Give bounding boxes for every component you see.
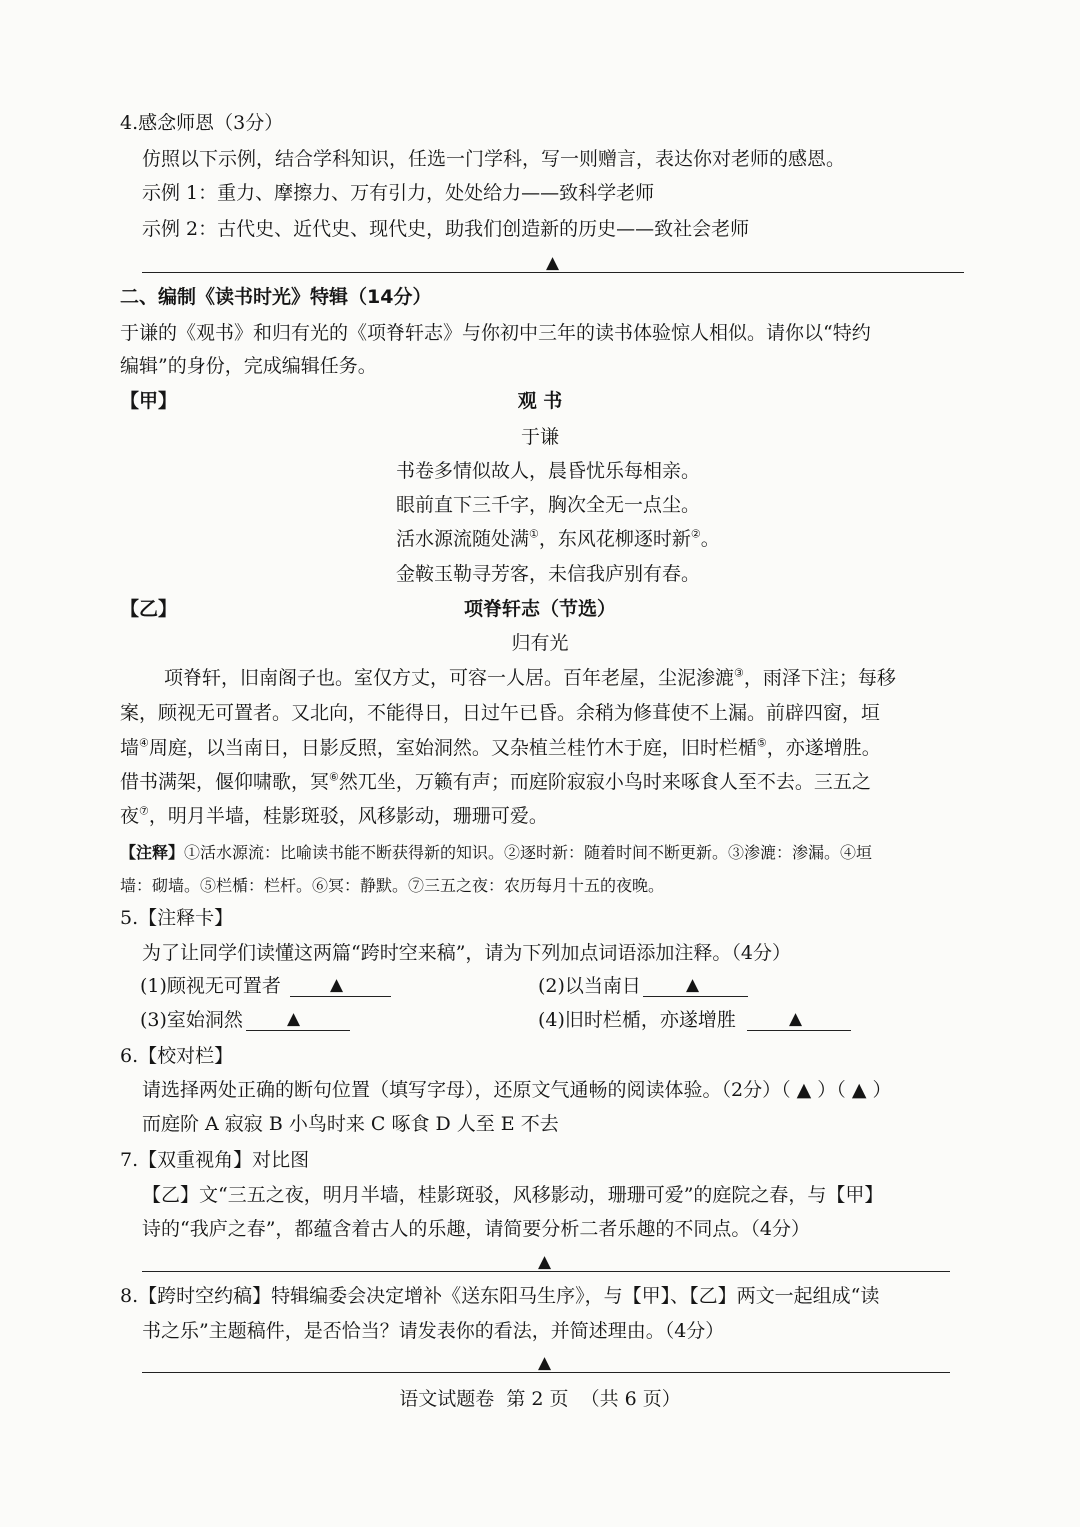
q4-instruction: 仿照以下示例，结合学科知识，任选一门学科，写一则赠言，表达你对老师的感恩。 [142,148,846,170]
answer-marker: ▲ [538,1252,552,1272]
answer-line [142,272,964,273]
answer-line [142,1372,950,1373]
note-mark: ④ [139,736,149,750]
section-title: 二、编制《读书时光》特辑（14分） [120,286,432,308]
answer-blank [290,996,391,997]
q5-item-1: (1)顾视无可置者 [140,975,281,997]
prose-tag: 【乙】 [120,598,178,620]
poem-author: 于谦 [520,426,559,448]
q5-item-2: (2)以当南日 [538,975,641,997]
q4-title: 4.感念师恩（3分） [120,112,284,134]
notes-line-1: 【注释】①活水源流：比喻读书能不断获得新的知识。②逐时新：随着时间不断更新。③渗漉：渗漏。④垣 [120,843,873,862]
note-mark: ③ [734,666,744,680]
poem-line-2: 眼前直下三千字，胸次全无一点尘。 [396,494,701,516]
q5-instruction: 为了让同学们读懂这两篇“跨时空来稿”，请为下列加点词语添加注释。（4分） [142,942,792,964]
q6-title: 6.【校对栏】 [120,1045,234,1067]
q5-item-3: (3)室始洞然 [140,1009,243,1031]
note-mark: ⑦ [139,804,149,818]
page-footer: 语文试题卷 第 2 页 （共 6 页） [399,1388,681,1410]
q7-title: 7.【双重视角】对比图 [120,1149,310,1171]
prose-line-2: 案，顾视无可置者。又北向，不能得日，日过午已昏。余稍为修葺使不上漏。前辟四窗，垣 [120,702,881,724]
note-mark: ⑥ [329,770,339,784]
q4-example-2: 示例 2：古代史、近代史、现代史，助我们创造新的历史——致社会老师 [142,218,750,240]
answer-marker: ▲ [789,1009,803,1029]
poem-line-3: 活水源流随处满①，东风花柳逐时新②。 [396,527,720,550]
prose-author: 归有光 [511,632,569,654]
prose-line-5: 夜⑦，明月半墙，桂影斑驳，风移影动，珊珊可爱。 [120,804,548,827]
answer-marker: ▲ [546,253,560,273]
q7-line-1: 【乙】文“三五之夜，明月半墙，桂影斑驳，风移影动，珊珊可爱”的庭院之春，与【甲】 [142,1184,884,1206]
poem-line-1: 书卷多情似故人，晨昏忧乐每相亲。 [396,460,701,482]
q8-line-1: 8.【跨时空约稿】特辑编委会决定增补《送东阳马生序》，与【甲】、【乙】两文一起组成“读 [120,1285,880,1307]
q5-title: 5.【注释卡】 [120,907,234,929]
answer-blank [246,1030,350,1031]
answer-marker: ▲ [686,975,700,995]
answer-blank [747,1030,851,1031]
note-mark: ② [690,527,701,541]
prose-line-4: 借书满架，偃仰啸歌，冥⑥然兀坐，万籁有声；而庭阶寂寂小鸟时来啄食人至不去。三五之 [120,770,871,793]
poem-tag: 【甲】 [120,390,178,412]
section-intro-line-1: 于谦的《观书》和归有光的《项脊轩志》与你初中三年的读书体验惊人相似。请你以“特约 [120,322,871,344]
prose-line-1: 项脊轩，旧南阁子也。室仅方丈，可容一人居。百年老屋，尘泥渗漉③，雨泽下注；每移 [164,666,896,689]
q5-item-4: (4)旧时栏楯，亦遂增胜 [538,1009,736,1031]
notes-line-2: 墙：砌墙。⑤栏楯：栏杆。⑥冥：静默。⑦三五之夜：农历每月十五的夜晚。 [120,876,665,895]
note-mark: ① [529,527,539,541]
poem-title: 观 书 [517,390,563,412]
section-intro-line-2: 编辑”的身份，完成编辑任务。 [120,355,377,377]
answer-marker: ▲ [538,1353,552,1373]
q8-line-2: 书之乐”主题稿件，是否恰当？请发表你的看法，并简述理由。（4分） [142,1320,725,1342]
note-mark: ⑤ [756,736,767,750]
answer-line [142,1271,950,1272]
prose-line-3: 墙④周庭，以当南日，日影反照，室始洞然。又杂植兰桂竹木于庭，旧时栏楯⑤，亦遂增胜。 [120,736,881,759]
q6-instruction: 请选择两处正确的断句位置（填写字母），还原文气通畅的阅读体验。（2分）（ ▲ ）（ ▲ ） [142,1079,892,1101]
answer-marker: ▲ [330,975,344,995]
q4-example-1: 示例 1：重力、摩擦力、万有引力，处处给力——致科学老师 [142,182,655,204]
poem-line-4: 金鞍玉勒寻芳客，未信我庐别有春。 [396,563,701,585]
answer-blank [643,996,748,997]
answer-marker: ▲ [287,1009,301,1029]
q7-line-2: 诗的“我庐之春”，都蕴含着古人的乐趣，请简要分析二者乐趣的不同点。（4分） [142,1218,811,1240]
prose-title: 项脊轩志（节选） [463,598,616,620]
q6-sentence: 而庭阶 A 寂寂 B 小鸟时来 C 啄食 D 人至 E 不去 [142,1113,559,1135]
